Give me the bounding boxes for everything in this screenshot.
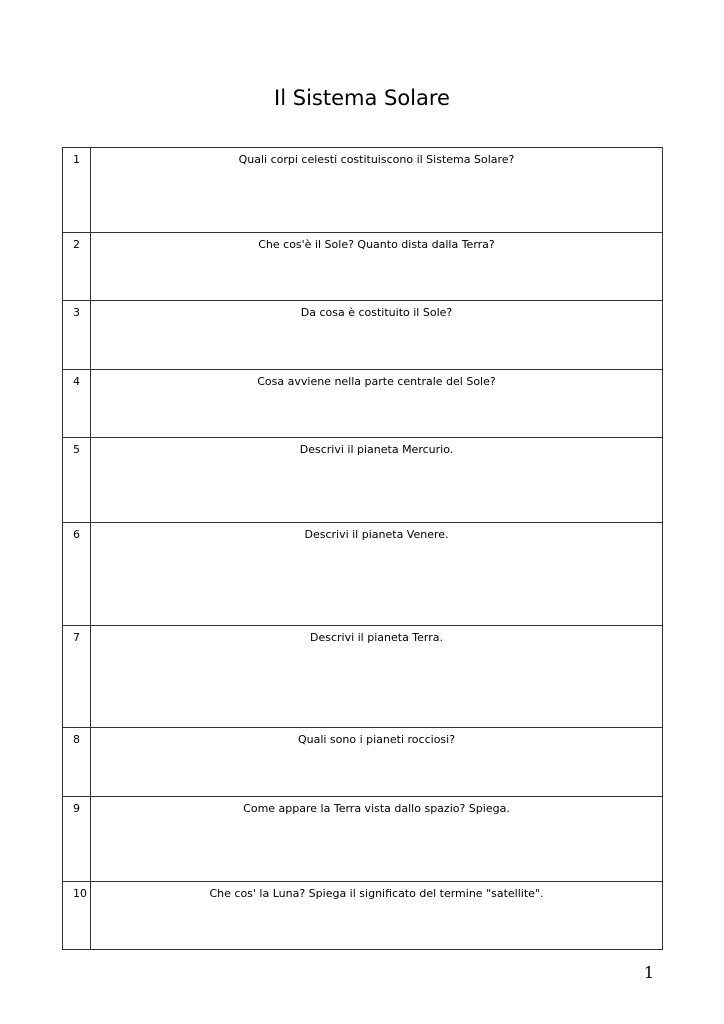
question-number: 6 [63, 523, 91, 626]
questions-table [62, 147, 663, 950]
table-row [63, 301, 663, 370]
question-number: 4 [63, 370, 91, 438]
table-row [63, 148, 663, 233]
table-row [63, 797, 663, 882]
table-row [63, 523, 663, 626]
question-text: Quali corpi celesti costituiscono il Sistema Solare? [91, 148, 663, 233]
table-row [63, 370, 663, 438]
question-number: 8 [63, 728, 91, 797]
table-row [63, 233, 663, 301]
question-number: 10 [63, 882, 91, 950]
question-text: Quali sono i pianeti rocciosi? [91, 728, 663, 797]
question-number: 1 [63, 148, 91, 233]
table-row [63, 728, 663, 797]
question-text: Descrivi il pianeta Mercurio. [91, 438, 663, 523]
question-number: 3 [63, 301, 91, 370]
question-text: Descrivi il pianeta Venere. [91, 523, 663, 626]
question-text: Che cos'è il Sole? Quanto dista dalla Terra? [91, 233, 663, 301]
page-number: 1 [643, 963, 654, 982]
question-text: Cosa avviene nella parte centrale del Sole? [91, 370, 663, 438]
question-text: Che cos' la Luna? Spiega il significato del termine "satellite". [91, 882, 663, 950]
question-number: 2 [63, 233, 91, 301]
table-row [63, 882, 663, 950]
page-title: Il Sistema Solare [274, 86, 450, 110]
question-number: 5 [63, 438, 91, 523]
table-row [63, 438, 663, 523]
question-text: Da cosa è costituito il Sole? [91, 301, 663, 370]
table-row [63, 626, 663, 728]
question-number: 7 [63, 626, 91, 728]
question-number: 9 [63, 797, 91, 882]
question-text: Descrivi il pianeta Terra. [91, 626, 663, 728]
question-text: Come appare la Terra vista dallo spazio? Spiega. [91, 797, 663, 882]
